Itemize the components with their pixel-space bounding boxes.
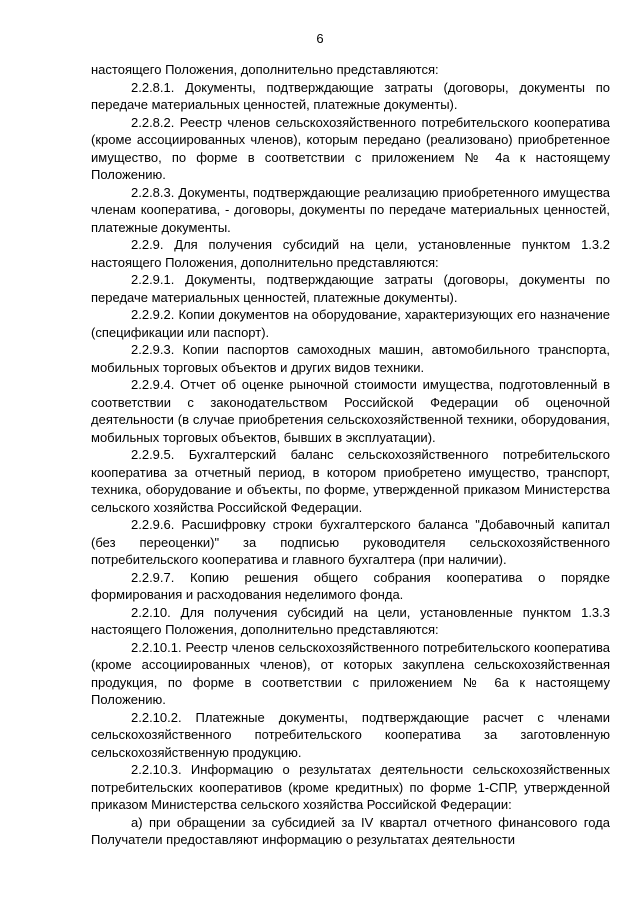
paragraph: 2.2.9. Для получения субсидий на цели, установленные пунктом 1.3.2 настоящего Положения, дополнительно представляются: <box>91 237 610 270</box>
page-number: 6 <box>316 31 324 46</box>
paragraph: 2.2.10.2. Платежные документы, подтверждающие расчет с членами сельскохозяйственного потребительского кооператива за заготовленную сельскохозяйственную продукцию. <box>91 709 610 760</box>
paragraph: 2.2.10.1. Реестр членов сельскохозяйственного потребительского кооператива (кроме ассоциированных членов), от которых закуплена сельскохозяйственная продукция, по форме в соответствии с приложением № 6а к настоящему Положению. <box>91 639 610 707</box>
document-body <box>91 61 610 849</box>
paragraph: 2.2.9.7. Копию решения общего собрания кооператива о порядке формирования и расходования неделимого фонда. <box>91 569 610 602</box>
paragraph: 2.2.9.4. Отчет об оценке рыночной стоимости имущества, подготовленный в соответствии с законодательством Российской Федерации об оценочной деятельности (в случае приобретения сельскохозяйственной техники, оборудования, мобильных торговых объектов, бывших в эксплуатации). <box>91 377 610 445</box>
paragraph: 2.2.9.6. Расшифровку строки бухгалтерского баланса "Добавочный капитал (без переоценки)" за подписью руководителя сельскохозяйственного потребительского кооператива и главного бухгалтера (при наличии). <box>91 517 610 567</box>
paragraph: 2.2.9.1. Документы, подтверждающие затраты (договоры, документы по передаче материальных ценностей, платежные документы). <box>91 272 610 305</box>
paragraph: 2.2.8.3. Документы, подтверждающие реализацию приобретенного имущества членам кооператива, - договоры, документы по передаче материальных ценностей, платежные документы. <box>91 184 610 235</box>
paragraph: 2.2.8.1. Документы, подтверждающие затраты (договоры, документы по передаче материальных ценностей, платежные документы). <box>91 79 610 112</box>
paragraph: 2.2.10. Для получения субсидий на цели, установленные пунктом 1.3.3 настоящего Положения, дополнительно представляются: <box>91 604 610 637</box>
paragraph: 2.2.9.5. Бухгалтерский баланс сельскохозяйственного потребительского кооператива за отчетный период, в котором приобретено имущество, транспорт, техника, оборудование и объекты, по форме, утвержденной приказом Министерства сельского хозяйства Российской Федерации. <box>91 447 610 515</box>
paragraph: 2.2.9.2. Копии документов на оборудование, характеризующих его назначение (спецификации или паспорт). <box>91 307 610 340</box>
paragraph: 2.2.8.2. Реестр членов сельскохозяйственного потребительского кооператива (кроме ассоциированных членов), которым передано (реализовано) приобретенное имущество, по форме в соответствии с приложением № 4а к настоящему Положению. <box>91 114 610 182</box>
paragraph: 2.2.9.3. Копии паспортов самоходных машин, автомобильного транспорта, мобильных торговых объектов и других видов техники. <box>91 342 610 375</box>
paragraph: настоящего Положения, дополнительно представляются: <box>91 62 439 77</box>
paragraph: а) при обращении за субсидией за IV квартал отчетного финансового года Получатели предоставляют информацию о результатах деятельности <box>91 814 610 847</box>
paragraph: 2.2.10.3. Информацию о результатах деятельности сельскохозяйственных потребительских кооперативов (кроме кредитных) по форме 1-СПР, утвержденной приказом Министерства сельского хозяйства Российской Федерации: <box>91 762 610 812</box>
